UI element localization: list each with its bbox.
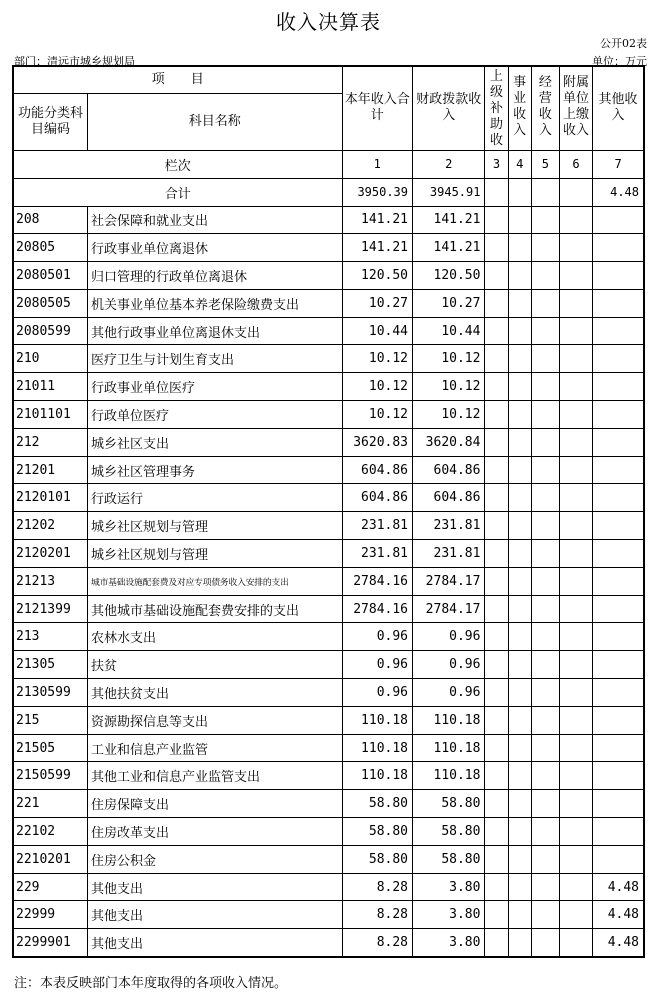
row-affiliated-income	[559, 651, 592, 679]
row-code: 229	[13, 873, 87, 901]
row-affiliated-income	[559, 567, 592, 595]
row-fiscal-income: 110.18	[413, 706, 485, 734]
row-superior-subsidy	[485, 651, 508, 679]
header-subject-name: 科目名称	[87, 93, 342, 150]
row-other-income	[593, 679, 644, 707]
row-business-income	[508, 484, 531, 512]
row-subject-name: 行政运行	[87, 484, 342, 512]
row-total-income: 58.80	[342, 790, 412, 818]
row-affiliated-income	[559, 206, 592, 234]
row-business-income	[508, 234, 531, 262]
row-business-income	[508, 373, 531, 401]
lanci-num: 1	[342, 150, 412, 178]
row-superior-subsidy	[485, 401, 508, 429]
header-business-income: 事 业 收 入	[508, 66, 531, 150]
row-fiscal-income: 604.86	[413, 456, 485, 484]
total-other-value: 4.48	[593, 178, 644, 206]
row-other-income	[593, 401, 644, 429]
row-affiliated-income	[559, 818, 592, 846]
row-subject-name: 扶贫	[87, 651, 342, 679]
lanci-num: 3	[485, 150, 508, 178]
row-total-income: 58.80	[342, 818, 412, 846]
row-other-income	[593, 484, 644, 512]
row-operating-income	[531, 818, 559, 846]
table-row	[13, 234, 644, 262]
row-business-income	[508, 345, 531, 373]
row-subject-name: 医疗卫生与计划生育支出	[87, 345, 342, 373]
row-business-income	[508, 651, 531, 679]
row-fiscal-income: 110.18	[413, 762, 485, 790]
row-operating-income	[531, 206, 559, 234]
row-fiscal-income: 0.96	[413, 651, 485, 679]
row-operating-income	[531, 512, 559, 540]
row-business-income	[508, 706, 531, 734]
row-fiscal-income: 231.81	[413, 540, 485, 568]
row-code: 215	[13, 706, 87, 734]
lanci-num: 7	[593, 150, 644, 178]
row-other-income	[593, 234, 644, 262]
row-business-income	[508, 901, 531, 929]
row-total-income: 58.80	[342, 845, 412, 873]
row-total-income: 0.96	[342, 623, 412, 651]
row-superior-subsidy	[485, 706, 508, 734]
page-title: 收入决算表	[276, 10, 381, 34]
row-total-income: 0.96	[342, 651, 412, 679]
row-total-income: 8.28	[342, 901, 412, 929]
row-affiliated-income	[559, 345, 592, 373]
row-code: 2210201	[13, 845, 87, 873]
row-fiscal-income: 58.80	[413, 790, 485, 818]
row-operating-income	[531, 845, 559, 873]
row-fiscal-income: 2784.17	[413, 567, 485, 595]
row-subject-name: 机关事业单位基本养老保险缴费支出	[87, 289, 342, 317]
row-total-income: 3620.83	[342, 428, 412, 456]
row-operating-income	[531, 901, 559, 929]
row-affiliated-income	[559, 401, 592, 429]
form-number: 公开02表	[600, 37, 647, 50]
row-subject-name: 农林水支出	[87, 623, 342, 651]
row-subject-name: 其他支出	[87, 873, 342, 901]
row-superior-subsidy	[485, 734, 508, 762]
header-other-income: 其他收入	[593, 66, 644, 150]
row-other-income	[593, 373, 644, 401]
row-operating-income	[531, 428, 559, 456]
total-label: 合计	[13, 178, 342, 206]
row-operating-income	[531, 706, 559, 734]
row-code: 2130599	[13, 679, 87, 707]
header-superior-subsidy: 上 级 补 助 收	[485, 66, 508, 150]
row-operating-income	[531, 929, 559, 957]
row-other-income	[593, 456, 644, 484]
row-total-income: 2784.16	[342, 567, 412, 595]
row-total-income: 604.86	[342, 484, 412, 512]
row-total-income: 141.21	[342, 206, 412, 234]
row-business-income	[508, 873, 531, 901]
row-fiscal-income: 3620.84	[413, 428, 485, 456]
row-affiliated-income	[559, 901, 592, 929]
row-business-income	[508, 623, 531, 651]
row-subject-name: 归口管理的行政单位离退休	[87, 262, 342, 290]
row-fiscal-income: 58.80	[413, 845, 485, 873]
row-superior-subsidy	[485, 540, 508, 568]
row-affiliated-income	[559, 262, 592, 290]
row-subject-name: 工业和信息产业监管	[87, 734, 342, 762]
row-fiscal-income: 3.80	[413, 873, 485, 901]
row-affiliated-income	[559, 595, 592, 623]
row-other-income	[593, 845, 644, 873]
row-code: 21201	[13, 456, 87, 484]
row-subject-name: 其他支出	[87, 901, 342, 929]
row-other-income	[593, 762, 644, 790]
row-affiliated-income	[559, 512, 592, 540]
row-total-income: 141.21	[342, 234, 412, 262]
row-business-income	[508, 456, 531, 484]
row-business-income	[508, 790, 531, 818]
row-operating-income	[531, 317, 559, 345]
row-subject-name: 城乡社区支出	[87, 428, 342, 456]
row-superior-subsidy	[485, 679, 508, 707]
lanci-num: 2	[413, 150, 485, 178]
row-superior-subsidy	[485, 456, 508, 484]
row-subject-name: 城市基础设施配套费及对应专项债务收入安排的支出	[87, 567, 342, 595]
row-business-income	[508, 512, 531, 540]
row-code: 2080505	[13, 289, 87, 317]
row-other-income	[593, 512, 644, 540]
row-code: 212	[13, 428, 87, 456]
table-row	[13, 262, 644, 290]
row-total-income: 10.12	[342, 345, 412, 373]
row-other-income	[593, 567, 644, 595]
lanci-num: 6	[559, 150, 592, 178]
row-code: 2101101	[13, 401, 87, 429]
row-affiliated-income	[559, 679, 592, 707]
row-fiscal-income: 120.50	[413, 262, 485, 290]
row-operating-income	[531, 373, 559, 401]
row-total-income: 0.96	[342, 679, 412, 707]
row-operating-income	[531, 679, 559, 707]
row-total-income: 10.44	[342, 317, 412, 345]
row-fiscal-income: 604.86	[413, 484, 485, 512]
row-superior-subsidy	[485, 623, 508, 651]
header-total-income: 本年收入合计	[342, 66, 412, 150]
row-code: 20805	[13, 234, 87, 262]
table-row	[13, 734, 644, 762]
row-subject-name: 其他行政事业单位离退休支出	[87, 317, 342, 345]
table-row	[13, 345, 644, 373]
lanci-num: 5	[531, 150, 559, 178]
row-total-income: 110.18	[342, 762, 412, 790]
row-affiliated-income	[559, 845, 592, 873]
table-row	[13, 373, 644, 401]
row-affiliated-income	[559, 762, 592, 790]
row-business-income	[508, 317, 531, 345]
row-business-income	[508, 262, 531, 290]
row-subject-name: 其他支出	[87, 929, 342, 957]
row-operating-income	[531, 623, 559, 651]
row-superior-subsidy	[485, 484, 508, 512]
row-subject-name: 城乡社区管理事务	[87, 456, 342, 484]
row-operating-income	[531, 289, 559, 317]
table-row	[13, 929, 644, 957]
row-code: 213	[13, 623, 87, 651]
row-business-income	[508, 845, 531, 873]
row-business-income	[508, 595, 531, 623]
row-other-income	[593, 595, 644, 623]
row-operating-income	[531, 595, 559, 623]
row-superior-subsidy	[485, 845, 508, 873]
row-business-income	[508, 734, 531, 762]
row-fiscal-income: 141.21	[413, 234, 485, 262]
row-business-income	[508, 818, 531, 846]
row-business-income	[508, 206, 531, 234]
row-code: 2120101	[13, 484, 87, 512]
row-total-income: 110.18	[342, 734, 412, 762]
row-business-income	[508, 929, 531, 957]
row-affiliated-income	[559, 623, 592, 651]
row-superior-subsidy	[485, 929, 508, 957]
row-code: 221	[13, 790, 87, 818]
total-fiscal-value: 3945.91	[413, 178, 485, 206]
row-code: 2121399	[13, 595, 87, 623]
row-superior-subsidy	[485, 373, 508, 401]
row-other-income	[593, 317, 644, 345]
table-row	[13, 484, 644, 512]
row-affiliated-income	[559, 373, 592, 401]
row-operating-income	[531, 873, 559, 901]
row-code: 22102	[13, 818, 87, 846]
row-superior-subsidy	[485, 345, 508, 373]
table-row	[13, 762, 644, 790]
row-total-income: 10.12	[342, 373, 412, 401]
row-affiliated-income	[559, 317, 592, 345]
table-row	[13, 428, 644, 456]
row-business-income	[508, 401, 531, 429]
row-other-income	[593, 206, 644, 234]
row-business-income	[508, 762, 531, 790]
row-other-income: 4.48	[593, 873, 644, 901]
row-other-income	[593, 706, 644, 734]
row-subject-name: 行政单位医疗	[87, 401, 342, 429]
row-total-income: 8.28	[342, 873, 412, 901]
row-subject-name: 住房保障支出	[87, 790, 342, 818]
row-operating-income	[531, 234, 559, 262]
row-other-income	[593, 540, 644, 568]
row-operating-income	[531, 734, 559, 762]
row-superior-subsidy	[485, 873, 508, 901]
row-total-income: 10.12	[342, 401, 412, 429]
row-total-income: 10.27	[342, 289, 412, 317]
row-affiliated-income	[559, 428, 592, 456]
row-fiscal-income: 10.12	[413, 345, 485, 373]
row-code: 208	[13, 206, 87, 234]
row-other-income	[593, 289, 644, 317]
row-other-income	[593, 734, 644, 762]
row-affiliated-income	[559, 456, 592, 484]
table-row	[13, 818, 644, 846]
lanci-num: 4	[508, 150, 531, 178]
table-row	[13, 595, 644, 623]
row-operating-income	[531, 567, 559, 595]
table-row	[13, 512, 644, 540]
row-superior-subsidy	[485, 762, 508, 790]
row-subject-name: 住房改革支出	[87, 818, 342, 846]
row-operating-income	[531, 790, 559, 818]
row-affiliated-income	[559, 734, 592, 762]
row-operating-income	[531, 262, 559, 290]
row-subject-name: 行政事业单位医疗	[87, 373, 342, 401]
row-subject-name: 其他城市基础设施配套费安排的支出	[87, 595, 342, 623]
row-total-income: 231.81	[342, 512, 412, 540]
table-row	[13, 567, 644, 595]
table-row	[13, 623, 644, 651]
row-code: 21305	[13, 651, 87, 679]
row-superior-subsidy	[485, 317, 508, 345]
table-row	[13, 679, 644, 707]
table-row	[13, 845, 644, 873]
row-business-income	[508, 679, 531, 707]
row-other-income	[593, 428, 644, 456]
row-subject-name: 社会保障和就业支出	[87, 206, 342, 234]
row-superior-subsidy	[485, 790, 508, 818]
row-subject-name: 行政事业单位离退休	[87, 234, 342, 262]
header-func-code: 功能分类科目编码	[13, 93, 87, 150]
row-code: 2080599	[13, 317, 87, 345]
row-subject-name: 城乡社区规划与管理	[87, 540, 342, 568]
row-total-income: 8.28	[342, 929, 412, 957]
row-fiscal-income: 10.44	[413, 317, 485, 345]
table-note: 注：本表反映部门本年度取得的各项收入情况。	[14, 976, 288, 991]
row-superior-subsidy	[485, 901, 508, 929]
row-affiliated-income	[559, 540, 592, 568]
row-affiliated-income	[559, 873, 592, 901]
row-operating-income	[531, 456, 559, 484]
row-affiliated-income	[559, 706, 592, 734]
row-fiscal-income: 10.12	[413, 373, 485, 401]
row-code: 2299901	[13, 929, 87, 957]
row-fiscal-income: 0.96	[413, 679, 485, 707]
table-row	[13, 456, 644, 484]
row-other-income: 4.48	[593, 901, 644, 929]
row-superior-subsidy	[485, 262, 508, 290]
row-other-income	[593, 345, 644, 373]
row-operating-income	[531, 345, 559, 373]
row-business-income	[508, 540, 531, 568]
row-fiscal-income: 58.80	[413, 818, 485, 846]
row-code: 21213	[13, 567, 87, 595]
row-affiliated-income	[559, 929, 592, 957]
row-superior-subsidy	[485, 206, 508, 234]
department-label: 部门：清远市城乡规划局	[14, 55, 135, 68]
header-fiscal-income: 财政拨款收入	[413, 66, 485, 150]
lanci-label: 栏次	[13, 150, 342, 178]
row-superior-subsidy	[485, 234, 508, 262]
row-affiliated-income	[559, 484, 592, 512]
row-code: 2150599	[13, 762, 87, 790]
row-operating-income	[531, 401, 559, 429]
unit-label: 单位：万元	[592, 55, 647, 68]
row-affiliated-income	[559, 234, 592, 262]
row-subject-name: 其他扶贫支出	[87, 679, 342, 707]
table-row	[13, 901, 644, 929]
row-fiscal-income: 10.27	[413, 289, 485, 317]
row-fiscal-income: 0.96	[413, 623, 485, 651]
row-total-income: 231.81	[342, 540, 412, 568]
row-fiscal-income: 10.12	[413, 401, 485, 429]
row-code: 2120201	[13, 540, 87, 568]
table-row	[13, 317, 644, 345]
income-table	[12, 65, 645, 958]
row-fiscal-income: 2784.17	[413, 595, 485, 623]
row-business-income	[508, 289, 531, 317]
row-subject-name: 其他工业和信息产业监管支出	[87, 762, 342, 790]
row-fiscal-income: 110.18	[413, 734, 485, 762]
row-code: 2080501	[13, 262, 87, 290]
header-operating-income: 经 营 收 入	[531, 66, 559, 150]
row-superior-subsidy	[485, 428, 508, 456]
row-code: 22999	[13, 901, 87, 929]
table-row	[13, 790, 644, 818]
row-other-income	[593, 818, 644, 846]
header-affiliated-income: 附属 单位 上缴 收入	[559, 66, 592, 150]
table-row	[13, 873, 644, 901]
row-operating-income	[531, 484, 559, 512]
row-affiliated-income	[559, 790, 592, 818]
row-superior-subsidy	[485, 512, 508, 540]
row-fiscal-income: 3.80	[413, 901, 485, 929]
row-total-income: 110.18	[342, 706, 412, 734]
table-row	[13, 206, 644, 234]
row-code: 21202	[13, 512, 87, 540]
row-superior-subsidy	[485, 595, 508, 623]
row-subject-name: 资源勘探信息等支出	[87, 706, 342, 734]
row-affiliated-income	[559, 289, 592, 317]
row-other-income: 4.48	[593, 929, 644, 957]
row-total-income: 604.86	[342, 456, 412, 484]
row-total-income: 120.50	[342, 262, 412, 290]
row-superior-subsidy	[485, 567, 508, 595]
row-operating-income	[531, 762, 559, 790]
table-row	[13, 706, 644, 734]
table-row	[13, 401, 644, 429]
row-business-income	[508, 567, 531, 595]
row-fiscal-income: 141.21	[413, 206, 485, 234]
row-operating-income	[531, 651, 559, 679]
row-code: 210	[13, 345, 87, 373]
row-other-income	[593, 623, 644, 651]
row-other-income	[593, 262, 644, 290]
row-superior-subsidy	[485, 818, 508, 846]
row-code: 21011	[13, 373, 87, 401]
row-superior-subsidy	[485, 289, 508, 317]
row-operating-income	[531, 540, 559, 568]
row-code: 21505	[13, 734, 87, 762]
header-item: 项 目	[13, 66, 342, 93]
row-other-income	[593, 790, 644, 818]
total-income-value: 3950.39	[342, 178, 412, 206]
row-business-income	[508, 428, 531, 456]
row-other-income	[593, 651, 644, 679]
table-row	[13, 540, 644, 568]
table-row	[13, 651, 644, 679]
table-row	[13, 289, 644, 317]
row-total-income: 2784.16	[342, 595, 412, 623]
row-fiscal-income: 3.80	[413, 929, 485, 957]
row-fiscal-income: 231.81	[413, 512, 485, 540]
row-subject-name: 城乡社区规划与管理	[87, 512, 342, 540]
row-subject-name: 住房公积金	[87, 845, 342, 873]
